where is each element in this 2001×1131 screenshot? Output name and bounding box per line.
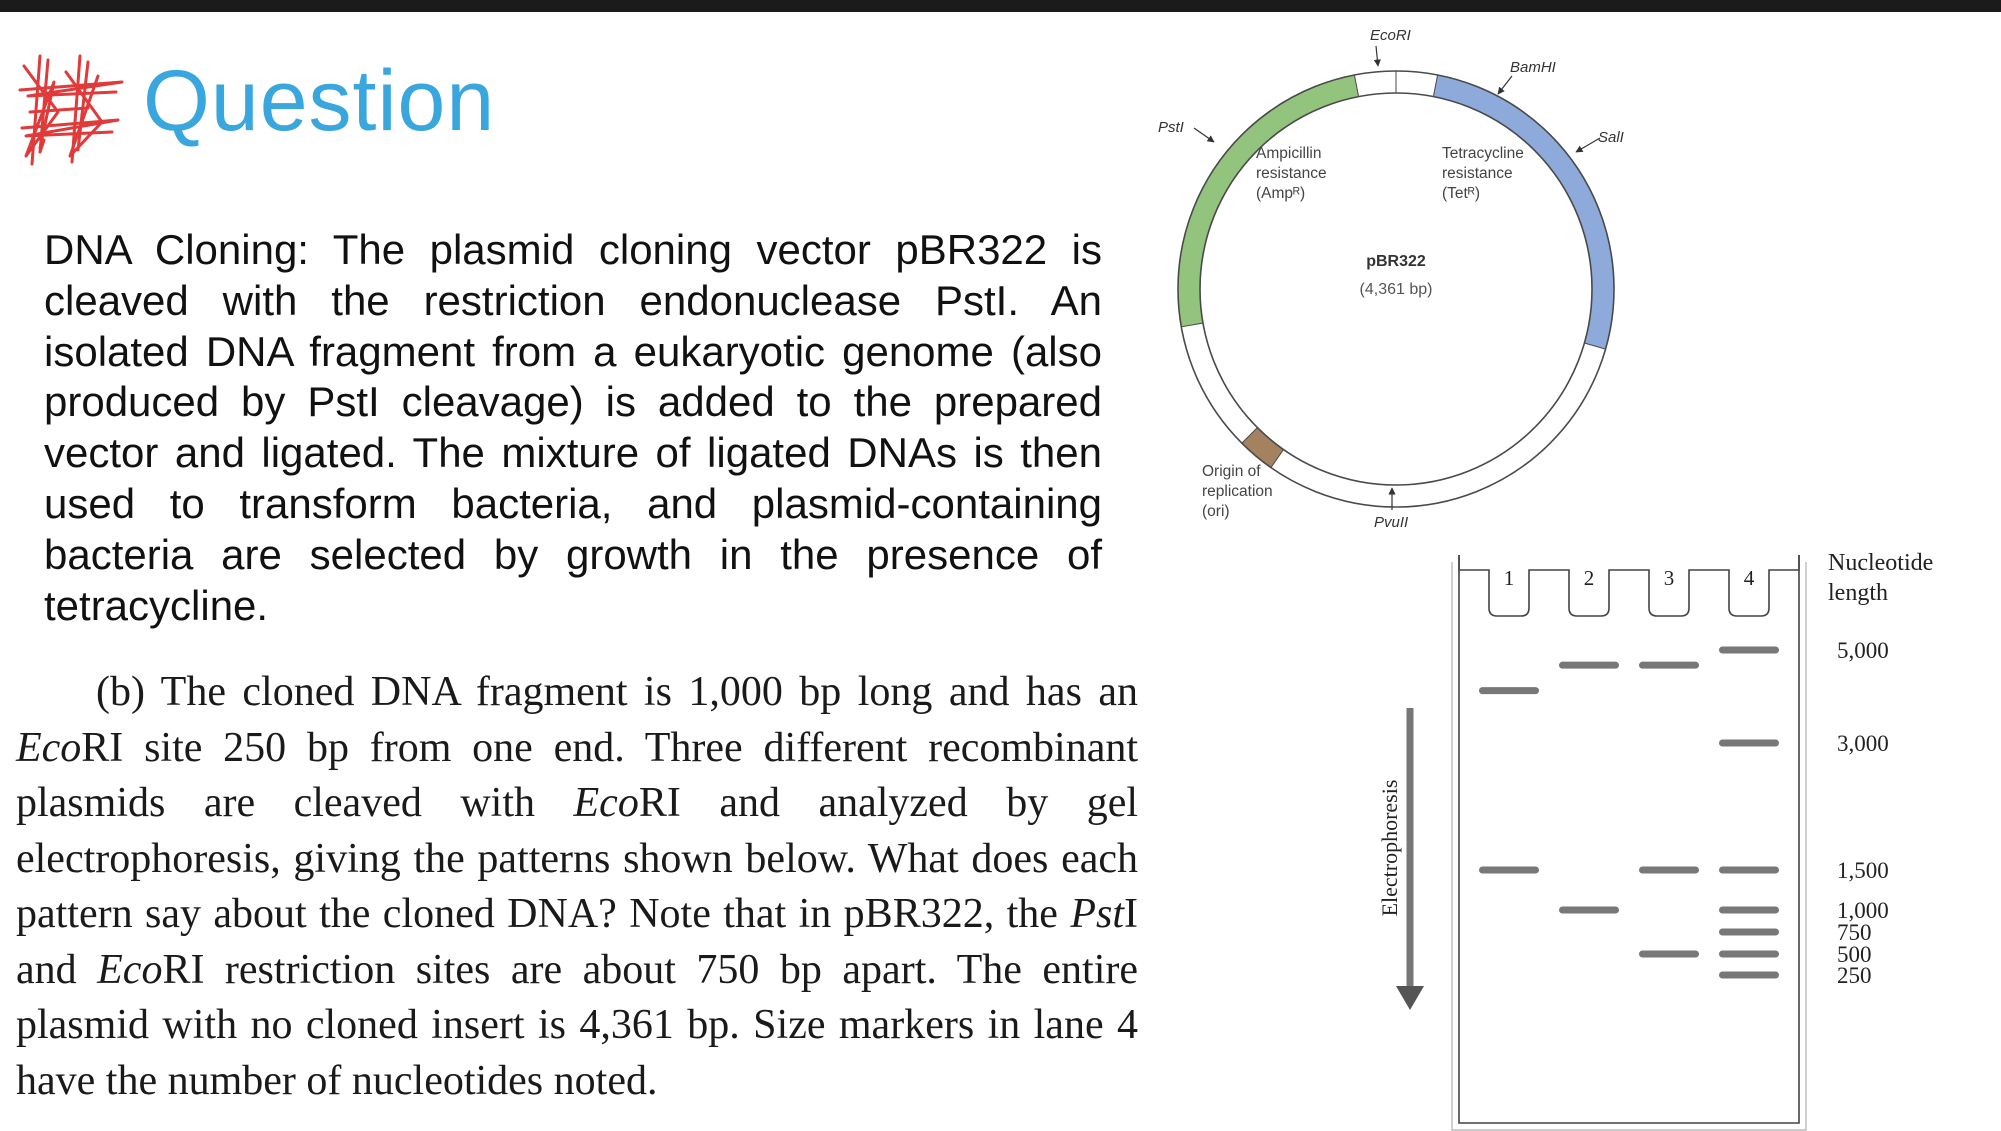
tet-label [1442,145,1524,202]
svg-text:(Ampᴿ): (Ampᴿ) [1256,185,1306,202]
svg-text:replication: replication [1202,483,1273,500]
ecori-site-label: EcoRI [1370,27,1411,44]
marker-labels [1837,638,1889,988]
band-lane4-500bp [1719,951,1779,958]
band-lane4-1000bp [1719,907,1779,914]
sali-site-label: SalI [1598,129,1624,146]
band-lane4-5000bp [1719,647,1779,654]
svg-text:(ori): (ori) [1202,503,1230,520]
plasmid-map [1140,10,1640,540]
marker-label-250: 250 [1837,963,1872,988]
question-part-label: (b) [96,669,145,715]
electrophoresis-label: Electrophoresis [1377,779,1402,917]
bamhi-site-pointer [1498,76,1512,94]
tetracycline-resistance-segment [1433,75,1614,349]
intro-paragraph: DNA Cloning: The plasmid cloning vector pBR322 is cleaved with the restriction endonuclease PstI. An isolated DNA fragment from a eukaryotic genome (also produced by PstI cleavage) is added to the prepared vector and ligated. The mixture of ligated DNAs is then used to transform bacteria, and plasmid-containing bacteria are selected by growth in the presence of tetracycline. [44,226,1102,629]
band-lane4-3000bp [1719,740,1779,747]
band-lane3-1500bp [1639,867,1699,874]
page-title: Question [143,53,496,149]
lane-label-3: 3 [1663,566,1675,590]
svg-text:(Tetᴿ): (Tetᴿ) [1442,185,1480,202]
marker-label-750: 750 [1837,920,1872,945]
band-lane4-1500bp [1719,867,1779,874]
svg-text:resistance: resistance [1256,165,1327,182]
band-lane2-1000bp [1559,907,1619,914]
ori-label [1202,463,1273,520]
band-lane2-4600bp [1559,662,1619,669]
band-lane4-250bp [1719,972,1779,979]
top-bar [0,0,2001,12]
pvuii-site-label: PvuII [1374,514,1409,531]
scribbled-hash-icon [18,52,128,172]
amp-label [1256,145,1327,202]
lane-label-1: 1 [1503,566,1515,590]
question-paragraph: (b) The cloned DNA fragment is 1,000 bp long and has an EcoRI site 250 bp from one end. Three different recombinant plasmids are cleaved with EcoRI and analyzed by gel electrophoresis, giving the patterns shown below. What does each pattern say about the cloned DNA? Note that in pBR322, the PstI and EcoRI restriction sites are about 750 bp apart. The entire plasmid with no cloned insert is 4,361 bp. Size markers in lane 4 have the number of nucleotides noted. [16,669,1138,1104]
gel-bands [1479,647,1779,979]
svg-text:Origin of: Origin of [1202,463,1261,480]
svg-text:resistance: resistance [1442,165,1513,182]
gel-diagram [1355,548,2001,1131]
bamhi-site-label: BamHI [1510,59,1556,76]
gel-walls [1459,555,1799,1123]
plasmid-size: (4,361 bp) [1359,281,1433,298]
band-lane3-500bp [1639,951,1699,958]
marker-label-500: 500 [1837,942,1872,967]
marker-label-5000: 5,000 [1837,638,1889,663]
band-lane1-1500bp [1479,867,1539,874]
lane-label-2: 2 [1583,566,1595,590]
svg-text:Tetracycline: Tetracycline [1442,145,1524,162]
electrophoresis-arrow-head [1396,986,1424,1010]
nucleotide-header-line2: length [1828,580,1888,606]
svg-text:Ampicillin: Ampicillin [1256,145,1322,162]
psti-site-label: PstI [1158,119,1184,136]
marker-label-1000: 1,000 [1837,898,1889,923]
marker-label-1500: 1,500 [1837,858,1889,883]
sali-site-pointer [1576,138,1600,152]
plasmid-name: pBR322 [1366,253,1426,270]
nucleotide-header-line1: Nucleotide [1828,550,1934,576]
band-lane3-4600bp [1639,662,1699,669]
band-lane1-4000bp [1479,687,1539,694]
psti-site-pointer [1194,128,1214,142]
marker-label-3000: 3,000 [1837,731,1889,756]
band-lane4-750bp [1719,929,1779,936]
ecori-site-pointer [1376,46,1378,66]
lane-label-4: 4 [1743,566,1755,590]
